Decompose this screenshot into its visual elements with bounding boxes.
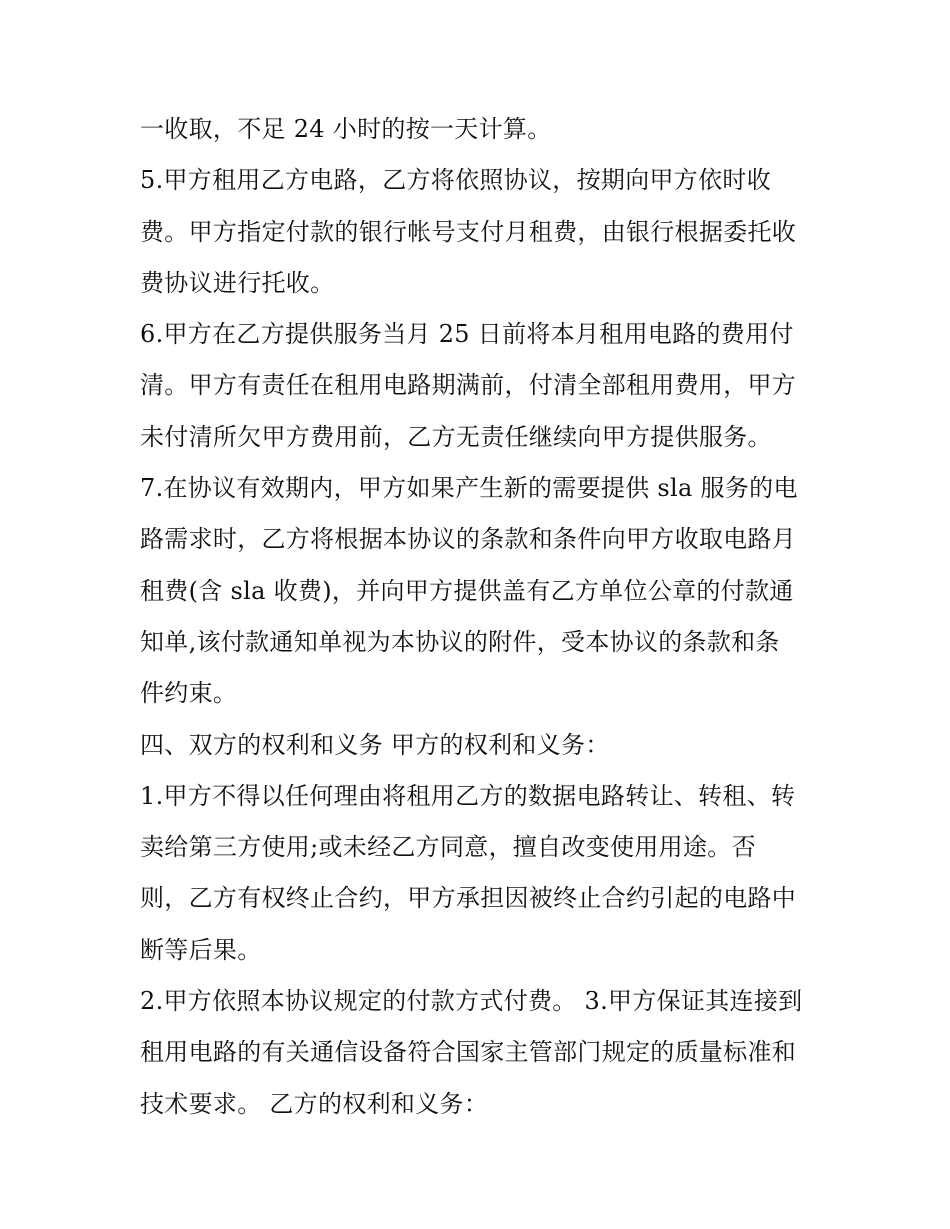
- text-line: 2.甲方依照本协议规定的付款方式付费。 3.甲方保证其连接到: [140, 987, 803, 1016]
- document-body: [140, 104, 820, 1130]
- text-line: 则，乙方有权终止合约，甲方承担因被终止合约引起的电路中: [140, 884, 797, 913]
- text-line: 清。甲方有责任在租用电路期满前，付清全部租用费用，甲方: [140, 371, 797, 400]
- text-line: 租用电路的有关通信设备符合国家主管部门规定的质量标准和: [140, 1038, 797, 1067]
- text-line: 租费(含 sla 收费)，并向甲方提供盖有乙方单位公章的付款通: [140, 576, 794, 605]
- text-line: 5.甲方租用乙方电路，乙方将依照协议，按期向甲方依时收: [140, 166, 771, 195]
- text-line: 费。甲方指定付款的银行帐号支付月租费，由银行根据委托收: [140, 217, 797, 246]
- text-line: 7.在协议有效期内，甲方如果产生新的需要提供 sla 服务的电: [140, 474, 798, 503]
- text-line: 卖给第三方使用;或未经乙方同意，擅自改变使用用途。否: [140, 833, 756, 862]
- text-line: 一收取，不足 24 小时的按一天计算。: [140, 115, 552, 143]
- section-heading: 四、双方的权利和义务 甲方的权利和义务：: [140, 730, 610, 759]
- text-line: 断等后果。: [140, 935, 262, 964]
- text-line: 技术要求。 乙方的权利和义务：: [140, 1089, 489, 1118]
- text-line: 费协议进行托收。: [140, 268, 335, 297]
- text-line: 知单,该付款通知单视为本协议的附件，受本协议的条款和条: [140, 627, 780, 656]
- text-line: 件约束。: [140, 679, 238, 708]
- text-line: 1.甲方不得以任何理由将租用乙方的数据电路转让、转租、转: [140, 781, 796, 810]
- text-line: 6.甲方在乙方提供服务当月 25 日前将本月租用电路的费用付: [140, 320, 794, 349]
- text-line: 未付清所欠甲方费用前，乙方无责任继续向甲方提供服务。: [140, 422, 772, 451]
- text-line: 路需求时，乙方将根据本协议的条款和条件向甲方收取电路月: [140, 525, 797, 554]
